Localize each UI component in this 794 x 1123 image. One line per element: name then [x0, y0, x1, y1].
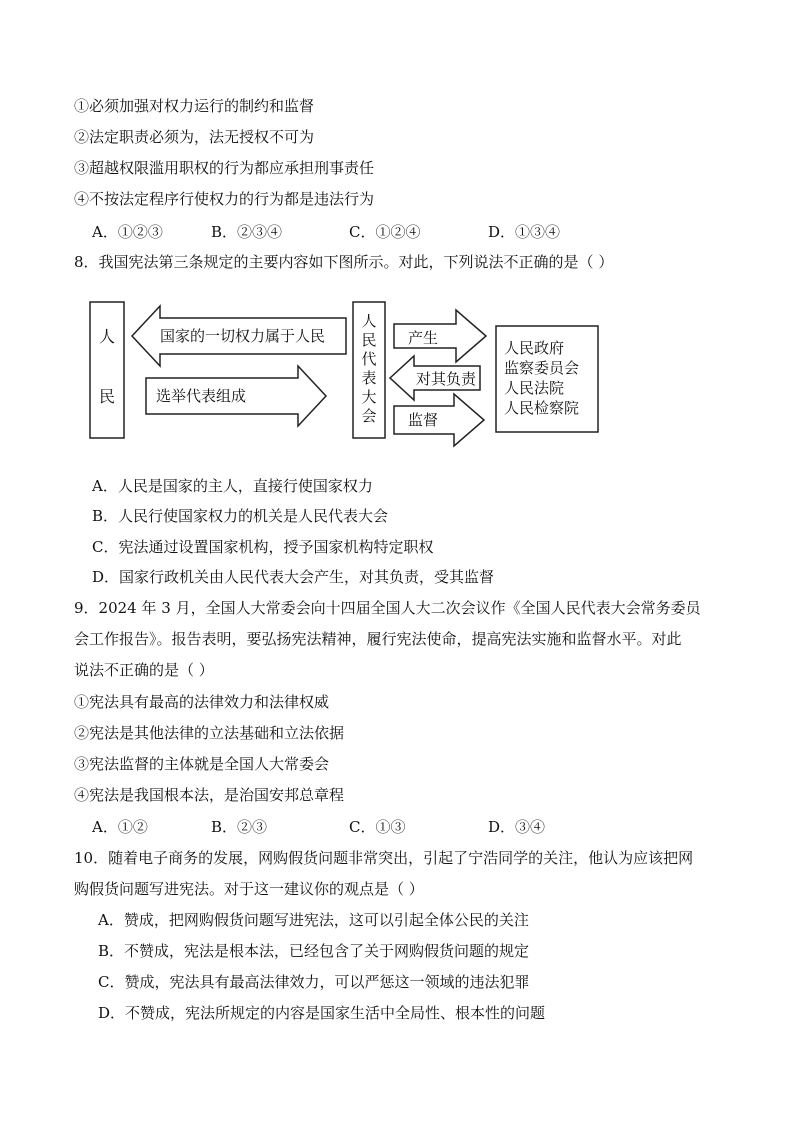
- q9-item-3: ③宪法监督的主体就是全国人大常委会: [74, 755, 330, 773]
- arrow-produce-label: 产生: [408, 329, 439, 347]
- q8-option-c: C．宪法通过设置国家机构，授予国家机构特定职权: [92, 538, 434, 556]
- npc-char-3: 代: [361, 350, 377, 368]
- q9-item-4: ④宪法是我国根本法，是治国安邦总章程: [74, 786, 345, 804]
- q8-option-b: B．人民行使国家权力的机关是人民代表大会: [92, 507, 389, 525]
- npc-char-5: 大: [361, 388, 377, 406]
- arrow-elect-label: 选举代表组成: [156, 387, 247, 405]
- organ-court: 人民法院: [504, 379, 565, 397]
- q7-item-4: ④不按法定程序行使权力的行为都是违法行为: [74, 190, 375, 208]
- q10-option-c: C．赞成，宪法具有最高法律效力，可以严惩这一领域的违法犯罪: [98, 973, 530, 991]
- arrow-responsible-label: 对其负责: [416, 370, 477, 388]
- q7-option-a: A．①②③: [92, 223, 163, 241]
- q7-item-1: ①必须加强对权力运行的制约和监督: [74, 97, 315, 115]
- organ-procuratorate: 人民检察院: [504, 399, 580, 417]
- q10-option-b: B．不赞成，宪法是根本法，已经包含了关于网购假货问题的规定: [98, 942, 530, 960]
- q9-option-d: D．③④: [488, 818, 546, 836]
- people-top: 人: [98, 327, 115, 346]
- npc-char-2: 民: [361, 331, 377, 349]
- q9-item-1: ①宪法具有最高的法律效力和法律权威: [74, 693, 330, 711]
- q9-stem-line-2: 会工作报告》。报告表明，要弘扬宪法精神，履行宪法使命，提高宪法实施和监督水平。对此: [74, 630, 682, 648]
- q9-option-a: A．①②: [92, 818, 148, 836]
- organ-government: 人民政府: [504, 339, 565, 357]
- q9-stem-line-1: 9．2024 年 3 月，全国人大常委会向十四届全国人大二次会议作《全国人民代表大会常务委员: [74, 599, 701, 617]
- q8-option-a: A．人民是国家的主人，直接行使国家权力: [92, 477, 373, 495]
- npc-char-6: 会: [361, 407, 377, 425]
- organs-list: [504, 338, 579, 418]
- q10-stem-line-1: 10．随着电子商务的发展，网购假货问题非常突出，引起了宁浩同学的关注，他认为应该把网: [74, 849, 694, 867]
- npc-label: [353, 312, 385, 426]
- npc-char-4: 表: [361, 369, 377, 387]
- q9-option-b: B．②③: [211, 818, 268, 836]
- q10-stem-line-2: 购假货问题写进宪法。对于这一建议你的观点是（ ）: [74, 880, 424, 898]
- npc-char-1: 人: [361, 312, 377, 330]
- constitution-diagram: [88, 296, 604, 454]
- q7-option-d: D．①③④: [488, 223, 561, 241]
- people-box: [90, 302, 124, 438]
- q9-option-c: C．①③: [349, 818, 406, 836]
- q7-option-b: B．②③④: [211, 223, 283, 241]
- q8-option-d: D．国家行政机关由人民代表大会产生，对其负责，受其监督: [92, 568, 495, 586]
- arrow-power-label: 国家的一切权力属于人民: [160, 327, 326, 345]
- q10-option-a: A．赞成，把网购假货问题写进宪法，这可以引起全体公民的关注: [98, 911, 529, 929]
- q7-item-3: ③超越权限滥用职权的行为都应承担刑事责任: [74, 159, 375, 177]
- q8-stem: 8．我国宪法第三条规定的主要内容如下图所示。对此，下列说法不正确的是（ ）: [74, 253, 614, 271]
- q9-item-2: ②宪法是其他法律的立法基础和立法依据: [74, 724, 345, 742]
- q9-stem-line-3: 说法不正确的是（ ）: [74, 661, 214, 679]
- organ-supervision: 监察委员会: [504, 359, 580, 377]
- people-bottom: 民: [98, 387, 115, 406]
- q7-option-c: C．①②④: [349, 223, 421, 241]
- q7-item-2: ②法定职责必须为，法无授权不可为: [74, 128, 315, 146]
- q10-option-d: D．不赞成，宪法所规定的内容是国家生活中全局性、根本性的问题: [98, 1004, 546, 1022]
- arrow-supervise-label: 监督: [408, 411, 439, 429]
